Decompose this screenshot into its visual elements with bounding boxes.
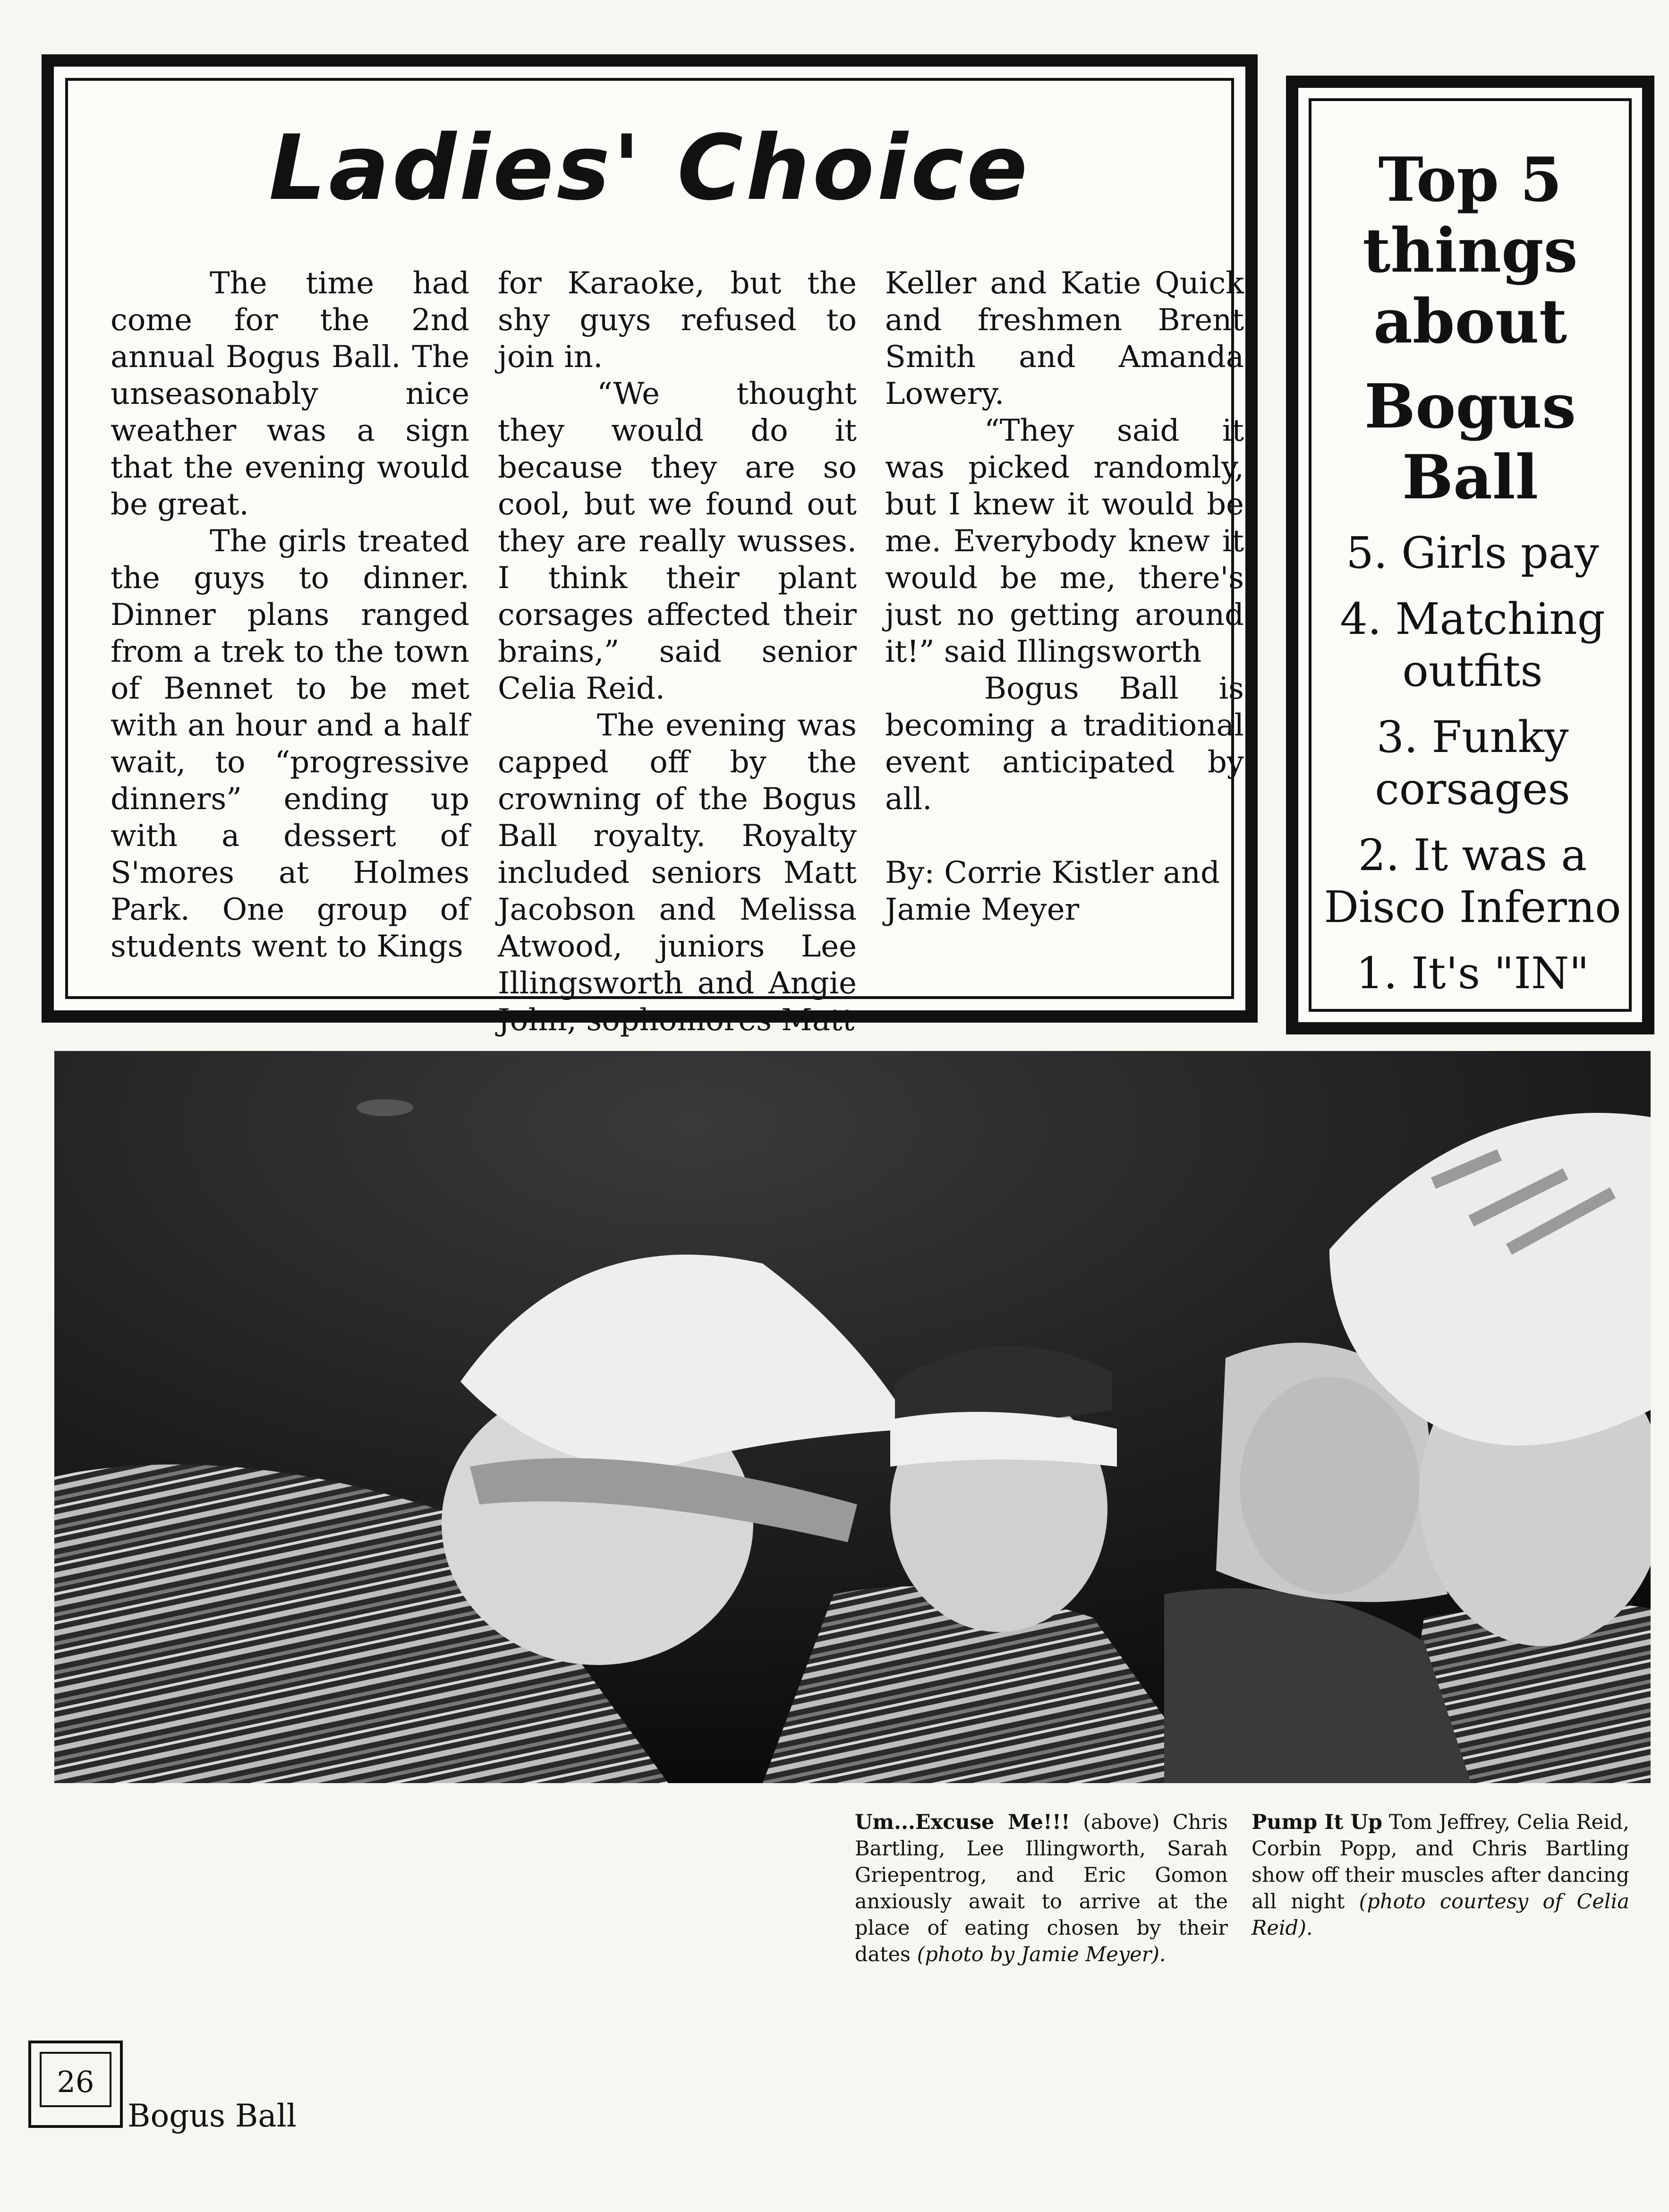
article-box xyxy=(42,54,1258,1038)
article-title: Ladies' Choice xyxy=(269,116,1030,220)
list-item: 2. It was a Disco Inferno xyxy=(1324,830,1621,932)
article-column-3 xyxy=(885,265,1244,928)
sidebar-title xyxy=(1298,145,1642,513)
paragraph: The evening was capped off by the crowning of the Bogus Ball royalty. Royalty included seniors Matt Jacobson and Melissa Atwood, juniors Lee Illingsworth and Angie John, sophomores Matt xyxy=(498,708,857,1038)
page-number-box xyxy=(28,2041,123,2128)
list-item: 4. Matching outfits xyxy=(1340,594,1605,696)
paragraph: “We thought they would do it because they are so cool, but we found out they are really wusses. I think their plant corsages affected their brains,” said senior Celia Reid. xyxy=(498,376,857,706)
footer-section-label: Bogus Ball xyxy=(128,2098,297,2134)
list-item: 3. Funky corsages xyxy=(1375,712,1570,814)
photo-caption-1 xyxy=(855,1809,1228,1968)
paragraph: Keller and Katie Quick and freshmen Brent Smith and Amanda Lowery. xyxy=(885,266,1244,411)
caption-text: Tom Jeffrey, Celia Reid, Corbin Popp, and Chris Bartling show off their muscles after dancing all night xyxy=(1252,1811,1629,1913)
top5-sidebar xyxy=(1286,76,1654,1034)
top5-list xyxy=(1312,527,1633,1014)
list-item: 5. Girls pay xyxy=(1346,528,1599,578)
paragraph: for Karaoke, but the shy guys refused to join in. xyxy=(498,266,857,375)
paragraph: The time had come for the 2nd annual Bogus Ball. The unseasonably nice weather was a sign that the evening would be great. xyxy=(111,266,469,522)
caption-credit: (photo courtesy of Celia Reid). xyxy=(1252,1890,1629,1940)
photo-caption-2 xyxy=(1252,1809,1629,1941)
sidebar-title-line1: Top 5 things about xyxy=(1362,145,1578,357)
photo-illustration xyxy=(54,1051,1651,1783)
byline: By: Corrie Kistler and Jamie Meyer xyxy=(885,855,1220,927)
paragraph: Bogus Ball is becoming a traditional event anticipated by all. xyxy=(885,671,1244,817)
list-item: 1. It's "IN" xyxy=(1356,948,1589,999)
sidebar-title-line2: Bogus Ball xyxy=(1364,371,1576,513)
paragraph: “They said it was picked randomly, but I knew it would be me. Everybody knew it would be me, there's just no getting around it!” said Illingsworth xyxy=(885,413,1244,669)
caption-heading: Um...Excuse Me!!! xyxy=(855,1811,1070,1834)
caption-text: (above) Chris Bartling, Lee Illingworth, Sarah Griepentrog, and Eric Gomon anxiously await to arrive at the place of eating chosen by their dates xyxy=(855,1811,1228,1966)
caption-heading: Pump It Up xyxy=(1252,1811,1382,1834)
page-number: 26 xyxy=(40,2052,111,2107)
article-column-2 xyxy=(498,265,857,1039)
caption-credit: (photo by Jamie Meyer). xyxy=(917,1943,1166,1966)
article-column-1 xyxy=(111,265,469,965)
group-photo xyxy=(54,1051,1651,1783)
paragraph: The girls treated the guys to dinner. Dinner plans ranged from a trek to the town of Bennet to be met with an hour and a half wait, to “progressive dinners” ending up with a dessert of S'mores at Holmes Park. One group of students went to Kings xyxy=(111,524,469,964)
